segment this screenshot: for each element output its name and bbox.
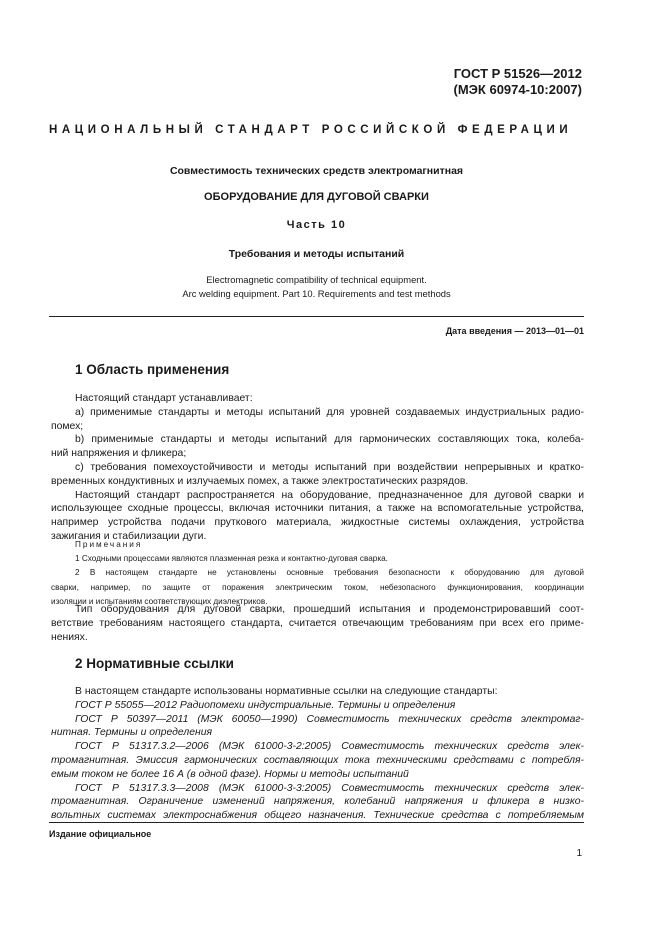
subtitle: Требования и методы испытаний [228,248,405,260]
part-title: Часть 10 [286,219,347,231]
conformity-line: Тип оборудования для дуговой сварки, прошедший испытания и продемонстрировавший соот- [75,604,584,615]
reference-gost-50397: ГОСТ Р 50397—2011 (МЭК 60050—1990) Совместимость технических средств электромаг- [75,713,584,725]
scope-paragraph: Настоящий стандарт распространяется на оборудование, предназначенное для дуговой сварки и [75,489,584,501]
title-line-1: Совместимость технических средств электромагнитная [169,165,464,177]
scope-item-c-cont: временных кондуктивных и излучаемых помех, а также электростатических разрядов. [51,475,469,487]
reference-gost-50397-cont: нитная. Термины и определения [51,727,213,739]
standard-number: ГОСТ Р 51526—2012 [453,66,582,81]
reference-gost-51317-3-3: ГОСТ Р 51317.3.3—2008 (МЭК 61000-3-3:2005) Совместимость технических средств элек- [75,782,584,794]
scope-item-a-cont: помех; [51,420,84,432]
reference-gost-51317-3-3-cont: вольтных системах электроснабжения общего назначения. Технические средства с потребляемым [51,810,584,822]
english-title-line-2: Arc welding equipment. Part 10. Requirements and test methods [182,288,451,299]
section-1-body [51,392,584,544]
reference-gost-55055: ГОСТ Р 55055—2012 Радиопомехи индустриальные. Термины и определения [75,699,456,711]
scope-paragraph-line: например устройства подачи пруткового материала, жидкостные системы охлаждения, устройства [51,517,584,529]
national-standard-title: НАЦИОНАЛЬНЫЙ СТАНДАРТ РОССИЙСКОЙ ФЕДЕРАЦИИ [49,124,573,136]
english-title-line-1: Electromagnetic compatibility of technical equipment. [206,274,427,285]
section-2-heading: 2 Нормативные ссылки [75,656,234,671]
title-divider [49,316,584,317]
scope-paragraph-line: использующее сходные процессы, включая источники питания, а также на вспомогательные устройства, [51,503,584,515]
reference-gost-51317-3-2-cont: емым током не более 16 А (в одной фазе). Нормы и методы испытаний [51,768,409,780]
reference-gost-51317-3-3-cont: тромагнитная. Ограничение изменений напряжения, колебаний напряжения и фликера в низко- [51,796,584,808]
edition-label: Издание официальное [49,829,152,839]
note-1: 1 Сходными процессами являются плазменная резка и контактно-дуговая сварка. [75,554,388,564]
note-2-cont: изоляции и испытаниям соответствующих диэлектриков. [51,596,268,606]
scope-item-a: а) применимые стандарты и методы испытаний для уровней создаваемых индустриальных радио- [75,406,584,418]
reference-gost-51317-3-2: ГОСТ Р 51317.3.2—2006 (МЭК 61000-3-2:2005) Совместимость технических средств элек- [75,741,584,753]
conformity-line: нениях. [51,631,88,643]
section-1-heading: 1 Область применения [75,362,230,377]
section-2-body [51,685,584,823]
notes-block [51,538,584,609]
conformity-paragraph [51,603,584,644]
note-2: 2 В настоящем стандарте не установлены основные требования безопасности к оборудованию для дуговой [75,568,584,578]
scope-item-b: b) применимые стандарты и методы испытаний для гармонических составляющих тока, колеба- [75,434,584,446]
introduction-date: Дата введения — 2013—01—01 [445,326,584,336]
title-line-2: ОБОРУДОВАНИЕ ДЛЯ ДУГОВОЙ СВАРКИ [204,191,429,203]
iec-number: (МЭК 60974-10:2007) [453,82,582,97]
page-number: 1 [576,848,582,859]
notes-label: Примечания [75,540,143,549]
references-intro: В настоящем стандарте использованы нормативные ссылки на следующие стандарты: [75,686,498,697]
footer-divider [49,822,584,823]
scope-paragraph-line: зажигания и стабилизации дуги. [51,530,207,542]
scope-item-b-cont: ний напряжения и фликера; [51,448,187,460]
scope-intro: Настоящий стандарт устанавливает: [75,393,253,404]
reference-gost-51317-3-2-cont: тромагнитная. Эмиссия гармонических составляющих тока техническими средствами с потребля- [51,754,584,766]
conformity-line: ветствие требованиям настоящего стандарта, считается отвечающим требованиям при всех его приме- [51,617,584,629]
note-2-cont: сварки, например, по защите от поражения электрическим током, небезопасного функционирования, координации [51,582,584,592]
scope-item-c: с) требования помехоустойчивости и методы испытаний при воздействии непрерывных и кратко- [75,461,584,473]
